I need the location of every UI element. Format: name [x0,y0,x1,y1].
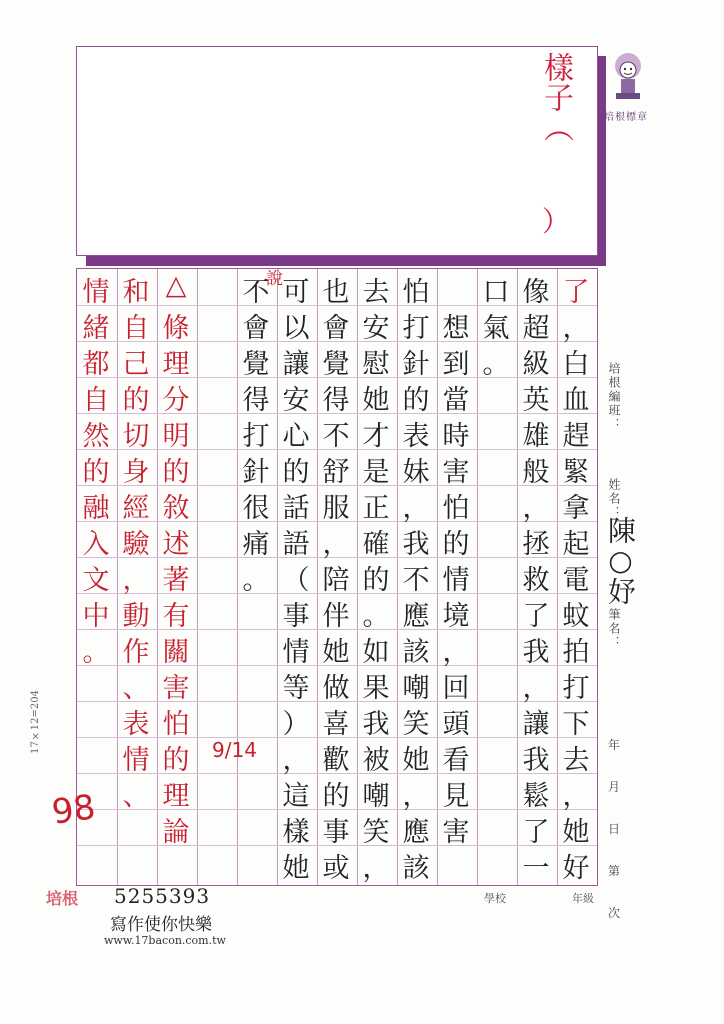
essay-char: 英 [522,385,550,416]
essay-char: 或 [322,853,350,884]
essay-char: 和 [122,277,150,308]
essay-char: 文 [82,565,110,596]
phone-number: 5255393 [114,884,211,908]
essay-char: 話 [282,493,310,524]
essay-char: 。 [362,601,390,632]
essay-char: 我 [522,745,550,776]
date-times-label: 次 [608,906,621,920]
essay-char: ， [402,781,430,812]
school-label: 學校 [484,892,506,905]
essay-char: 了 [522,601,550,632]
essay-char: 境 [442,601,470,632]
essay-char: 雄 [522,421,550,452]
essay-char: 喜 [322,709,350,740]
essay-char: 中 [82,601,110,632]
essay-char: 害 [442,457,470,488]
bacon-logo: 培根 [46,889,79,908]
grid-size-note: 17×12=204 [30,690,41,754]
essay-char: 都 [82,349,110,380]
essay-char: ， [562,313,590,344]
slogan: 寫作使你快樂 [110,915,212,935]
essay-char: 樣 [282,817,310,848]
essay-char: 不 [402,565,430,596]
essay-char [442,270,470,309]
essay-char: 嘲 [402,673,430,704]
essay-char: 針 [242,457,270,488]
score: 98 [49,787,98,833]
essay-char: 的 [442,529,470,560]
essay-char: 時 [442,421,470,452]
essay-char: 去 [562,745,590,776]
essay-char: 我 [402,529,430,560]
essay-char: 切 [122,421,150,452]
essay-char: 。 [82,637,110,668]
essay-char: 確 [362,529,390,560]
essay-char: 的 [122,385,150,416]
teacher-comment-close: ） [542,205,571,238]
essay-char: 覺 [242,349,270,380]
essay-char: 關 [162,637,190,668]
essay-char: 讓 [282,349,310,380]
essay-char: 會 [322,313,350,344]
essay-char: ） [282,709,310,740]
essay-char: 去 [362,277,390,308]
essay-char: 著 [162,565,190,596]
essay-char: 情 [122,745,150,776]
essay-char: 她 [402,745,430,776]
essay-char: 理 [162,349,190,380]
essay-char: 身 [122,457,150,488]
essay-char: 被 [362,745,390,776]
essay-char: 表 [402,421,430,452]
essay-char: 氣 [482,313,510,344]
stamp-label: 培根標章 [604,112,648,123]
essay-char: 怕 [402,277,430,308]
essay-char: 電 [562,565,590,596]
essay-char: 慰 [362,349,390,380]
essay-char: 語 [282,529,310,560]
essay-char: 理 [162,781,190,812]
essay-char: 我 [362,709,390,740]
essay-char: 痛 [242,529,270,560]
essay-char: 服 [322,493,350,524]
essay-char: 拍 [562,637,590,668]
class-label: 培根編班： [607,362,621,432]
essay-char: ， [362,853,390,884]
essay-char: 。 [482,349,510,380]
essay-char: 怕 [162,709,190,740]
essay-char: 起 [562,529,590,560]
essay-char: 她 [562,817,590,848]
essay-char: 得 [242,385,270,416]
insert-correction: 說 [266,269,283,289]
essay-char: 舒 [322,457,350,488]
date-year-label: 年 [608,738,621,752]
essay-char: 有 [162,601,190,632]
essay-char: 緒 [82,313,110,344]
essay-char: 級 [522,349,550,380]
essay-char: 一 [522,853,550,884]
essay-char: 該 [402,853,430,884]
essay-char: 她 [282,853,310,884]
essay-char: 事 [282,601,310,632]
essay-char: 拿 [562,493,590,524]
essay-char: 好 [562,853,590,884]
essay-char: 回 [442,673,470,704]
essay-char: 的 [282,457,310,488]
essay-char: 陪 [322,565,350,596]
essay-char: ， [562,781,590,812]
essay-char: 害 [442,817,470,848]
essay-char: 等 [282,673,310,704]
essay-char: 的 [322,781,350,812]
essay-char: 打 [562,673,590,704]
essay-char: ， [322,529,350,560]
date-month-label: 月 [608,780,621,794]
essay-char: 做 [322,673,350,704]
essay-char: 蚊 [562,601,590,632]
essay-char: 經 [122,493,150,524]
website-url: www.17bacon.com.tw [104,934,226,947]
essay-char: 該 [402,637,430,668]
essay-char: 也 [322,277,350,308]
essay-char: 述 [162,529,190,560]
essay-char: 下 [562,709,590,740]
essay-char: 的 [162,457,190,488]
essay-char: 嘲 [362,781,390,812]
essay-char: 當 [442,385,470,416]
essay-char: 分 [162,385,190,416]
essay-char: 妹 [402,457,430,488]
essay-char: 笑 [402,709,430,740]
essay-char: 不 [322,421,350,452]
essay-char: 不 [242,277,270,308]
essay-char: 緊 [562,457,590,488]
teacher-comment-box [76,46,598,256]
essay-char: 她 [322,637,350,668]
essay-char: 條 [162,313,190,344]
essay-char: 安 [362,313,390,344]
essay-char: ， [522,673,550,704]
essay-char: 可 [282,277,310,308]
essay-char: 如 [362,637,390,668]
essay-char: 打 [402,313,430,344]
essay-char: 般 [522,457,550,488]
essay-char: 這 [282,781,310,812]
essay-char: 得 [322,385,350,416]
essay-char: 敘 [162,493,190,524]
essay-char: 伴 [322,601,350,632]
essay-char: 然 [82,421,110,452]
essay-char: 入 [82,529,110,560]
essay-char: 己 [122,349,150,380]
bacon-stamp-icon [606,46,650,106]
essay-char: 鬆 [522,781,550,812]
essay-char: 應 [402,817,430,848]
essay-char: 救 [522,565,550,596]
essay-char: 安 [282,385,310,416]
essay-char: 趕 [562,421,590,452]
essay-char: 超 [522,313,550,344]
essay-char: 表 [122,709,150,740]
essay-char: 動 [122,601,150,632]
essay-char: ， [282,745,310,776]
essay-char: 見 [442,781,470,812]
essay-char: 我 [522,637,550,668]
essay-char: 很 [242,493,270,524]
date-labels [608,724,622,934]
date-day-label: 日 [608,822,621,836]
essay-char: 到 [442,349,470,380]
essay-char: 。 [242,565,270,596]
essay-char: 的 [362,565,390,596]
essay-char: 白 [562,349,590,380]
essay-char: 歡 [322,745,350,776]
correction-date: 9/14 [212,738,257,762]
essay-char: 針 [402,349,430,380]
essay-char: 應 [402,601,430,632]
essay-char: 讓 [522,709,550,740]
grade-label: 年級 [572,892,594,905]
essay-char: 了 [522,817,550,848]
teacher-comment-text: 樣子（ [538,52,573,142]
essay-char: 情 [442,565,470,596]
date-order-label: 第 [608,864,621,878]
essay-char: 事 [322,817,350,848]
essay-char: △ [165,270,187,301]
essay-char: 、 [122,781,150,812]
essay-char: （ [282,565,310,596]
essay-char: 拯 [522,529,550,560]
essay-char: ， [122,565,150,596]
essay-char: ， [442,637,470,668]
essay-char: 怕 [442,493,470,524]
student-name: 陳○妤 [604,516,637,605]
essay-char: 的 [162,745,190,776]
essay-char: 才 [362,421,390,452]
essay-char: 、 [122,673,150,704]
essay-char: 的 [82,457,110,488]
essay-char: 覺 [322,349,350,380]
essay-char: 頭 [442,709,470,740]
essay-char: 的 [402,385,430,416]
essay-char: 笑 [362,817,390,848]
essay-char: 血 [562,385,590,416]
pen-name-label: 筆名： [607,608,621,650]
essay-char: 會 [242,313,270,344]
essay-char: 驗 [122,529,150,560]
essay-char: 看 [442,745,470,776]
essay-char: 果 [362,673,390,704]
essay-char: 情 [82,277,110,308]
essay-char: 了 [562,277,590,308]
essay-char: 想 [442,313,470,344]
essay-char: 打 [242,421,270,452]
essay-char: 自 [82,385,110,416]
essay-char: 作 [122,637,150,668]
essay-char: 她 [362,385,390,416]
essay-char: 正 [362,493,390,524]
essay-char: ， [522,493,550,524]
essay-char: 情 [282,637,310,668]
essay-char: 口 [482,277,510,308]
essay-char: 是 [362,457,390,488]
essay-char: 以 [282,313,310,344]
essay-char: 心 [282,421,310,452]
essay-char: ， [402,493,430,524]
essay-char: 融 [82,493,110,524]
essay-char: 自 [122,313,150,344]
essay-char: 論 [162,817,190,848]
name-label: 姓名： [607,478,621,520]
essay-char: 明 [162,421,190,452]
essay-char: 害 [162,673,190,704]
essay-char: 像 [522,277,550,308]
